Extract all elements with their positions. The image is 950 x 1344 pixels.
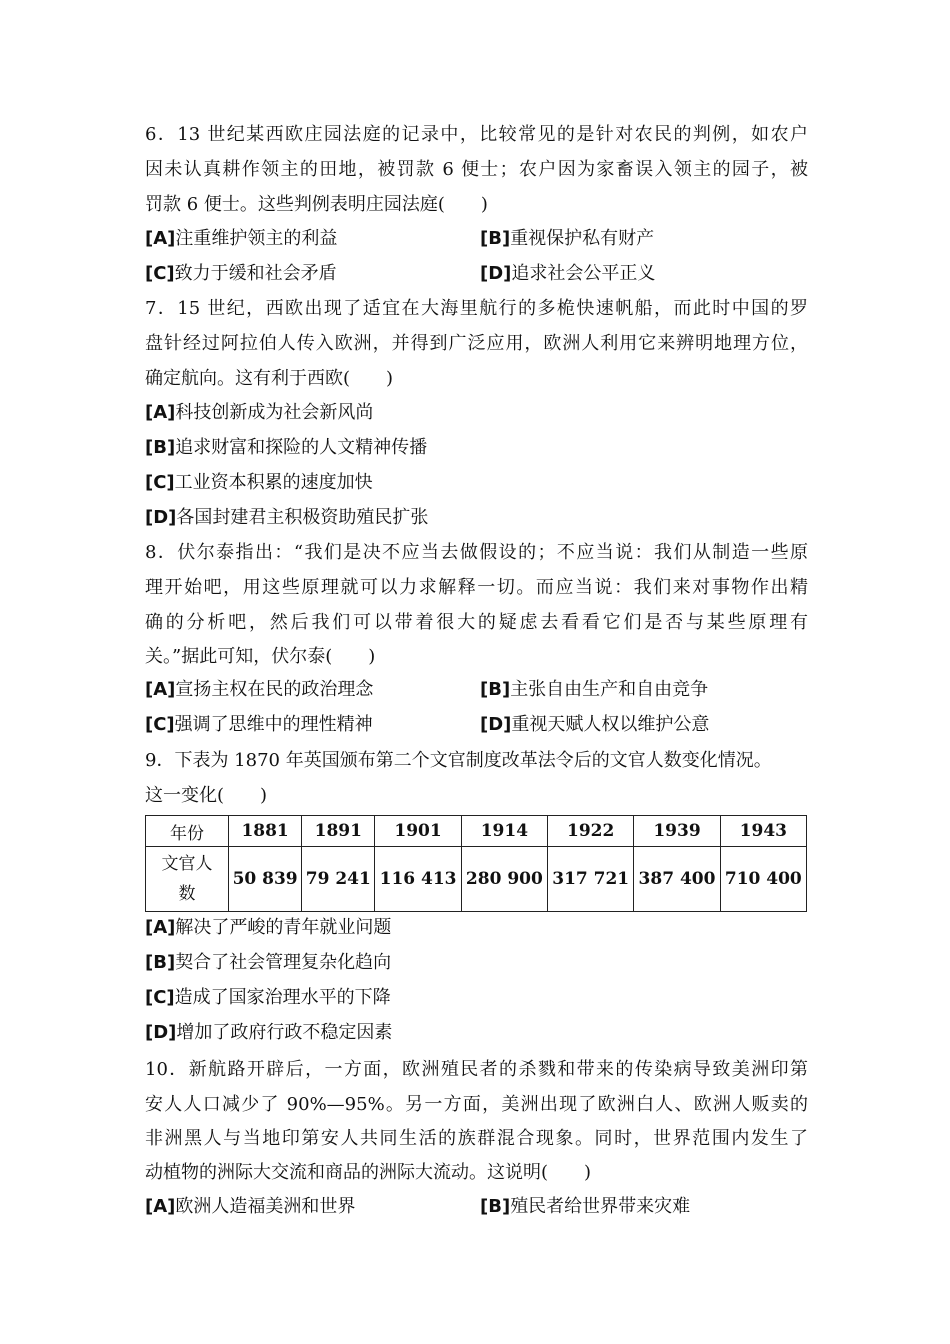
table-cell-count: 79 241 bbox=[302, 847, 375, 912]
q8-line-4: 关。”据此可知，伏尔泰( ) bbox=[145, 646, 376, 667]
q6-option-d: [D]追求社会公平正义 bbox=[480, 263, 656, 284]
q6-line-3: 罚款 6 便士。这些判例表明庄园法庭( ) bbox=[145, 194, 488, 215]
q9-option-b: [B]契合了社会管理复杂化趋向 bbox=[145, 952, 392, 973]
q10-line-2: 安人人口减少了 90%—95%。另一方面，美洲出现了欧洲白人、欧洲人贩卖的 bbox=[145, 1094, 808, 1115]
q10-line-4: 动植物的洲际大交流和商品的洲际大流动。这说明( ) bbox=[145, 1162, 592, 1183]
table-row bbox=[146, 816, 807, 847]
table-cell-year: 1939 bbox=[634, 816, 720, 847]
table-cell-year: 1891 bbox=[302, 816, 375, 847]
q6-option-a: [A]注重维护领主的利益 bbox=[145, 228, 338, 249]
q7-line-2: 盘针经过阿拉伯人传入欧洲，并得到广泛应用，欧洲人利用它来辨明地理方位， bbox=[145, 333, 808, 354]
q10-option-a: [A]欧洲人造福美洲和世界 bbox=[145, 1196, 356, 1217]
q8-line-3: 确的分析吧，然后我们可以带着很大的疑虑去看看它们是否与某些原理有 bbox=[145, 612, 808, 633]
table-cell-count: 387 400 bbox=[634, 847, 720, 912]
q8-option-a: [A]宣扬主权在民的政治理念 bbox=[145, 679, 374, 700]
q6-option-b: [B]重视保护私有财产 bbox=[480, 228, 655, 249]
q6-option-c: [C]致力于缓和社会矛盾 bbox=[145, 263, 337, 284]
q6-line-1: 6．13 世纪某西欧庄园法庭的记录中，比较常见的是针对农民的判例，如农户 bbox=[145, 124, 808, 145]
table-cell-count: 317 721 bbox=[548, 847, 634, 912]
table-header-year: 年份 bbox=[146, 816, 229, 847]
q7-option-d: [D]各国封建君主积极资助殖民扩张 bbox=[145, 507, 429, 528]
q7-line-3: 确定航向。这有利于西欧( ) bbox=[145, 368, 394, 389]
table-cell-year: 1914 bbox=[461, 816, 547, 847]
q10-option-b: [B]殖民者给世界带来灾难 bbox=[480, 1196, 691, 1217]
q10-line-1: 10．新航路开辟后，一方面，欧洲殖民者的杀戮和带来的传染病导致美洲印第 bbox=[145, 1059, 808, 1080]
q7-option-b: [B]追求财富和探险的人文精神传播 bbox=[145, 437, 428, 458]
q7-option-c: [C]工业资本积累的速度加快 bbox=[145, 472, 373, 493]
q9-option-d: [D]增加了政府行政不稳定因素 bbox=[145, 1022, 393, 1043]
table-cell-count: 710 400 bbox=[720, 847, 806, 912]
q7-option-a: [A]科技创新成为社会新风尚 bbox=[145, 402, 374, 423]
q9-line-2: 这一变化( ) bbox=[145, 785, 268, 806]
q10-line-3: 非洲黑人与当地印第安人共同生活的族群混合现象。同时，世界范围内发生了 bbox=[145, 1128, 808, 1149]
q9-option-a: [A]解决了严峻的青年就业问题 bbox=[145, 917, 392, 938]
q8-line-2: 理开始吧，用这些原理就可以力求解释一切。而应当说：我们来对事物作出精 bbox=[145, 577, 808, 598]
q8-option-d: [D]重视天赋人权以维护公意 bbox=[480, 714, 710, 735]
q7-line-1: 7．15 世纪，西欧出现了适宜在大海里航行的多桅快速帆船，而此时中国的罗 bbox=[145, 298, 808, 319]
table-cell-year: 1922 bbox=[548, 816, 634, 847]
table-row bbox=[146, 847, 807, 912]
q6-line-2: 因未认真耕作领主的田地，被罚款 6 便士；农户因为家畜误入领主的园子，被 bbox=[145, 159, 808, 180]
table-cell-count: 116 413 bbox=[375, 847, 461, 912]
q9-option-c: [C]造成了国家治理水平的下降 bbox=[145, 987, 391, 1008]
civil-servant-table bbox=[145, 815, 807, 912]
table-cell-count: 280 900 bbox=[461, 847, 547, 912]
q8-option-b: [B]主张自由生产和自由竞争 bbox=[480, 679, 709, 700]
table-cell-year: 1881 bbox=[229, 816, 302, 847]
q8-line-1: 8．伏尔泰指出：“我们是决不应当去做假设的；不应当说：我们从制造一些原 bbox=[145, 542, 808, 563]
table-cell-count: 50 839 bbox=[229, 847, 302, 912]
table-cell-year: 1901 bbox=[375, 816, 461, 847]
table-cell-year: 1943 bbox=[720, 816, 806, 847]
table-header-count: 文官人 数 bbox=[146, 847, 229, 912]
q8-option-c: [C]强调了思维中的理性精神 bbox=[145, 714, 373, 735]
q9-line-1: 9．下表为 1870 年英国颁布第二个文官制度改革法令后的文官人数变化情况。 bbox=[145, 750, 772, 771]
